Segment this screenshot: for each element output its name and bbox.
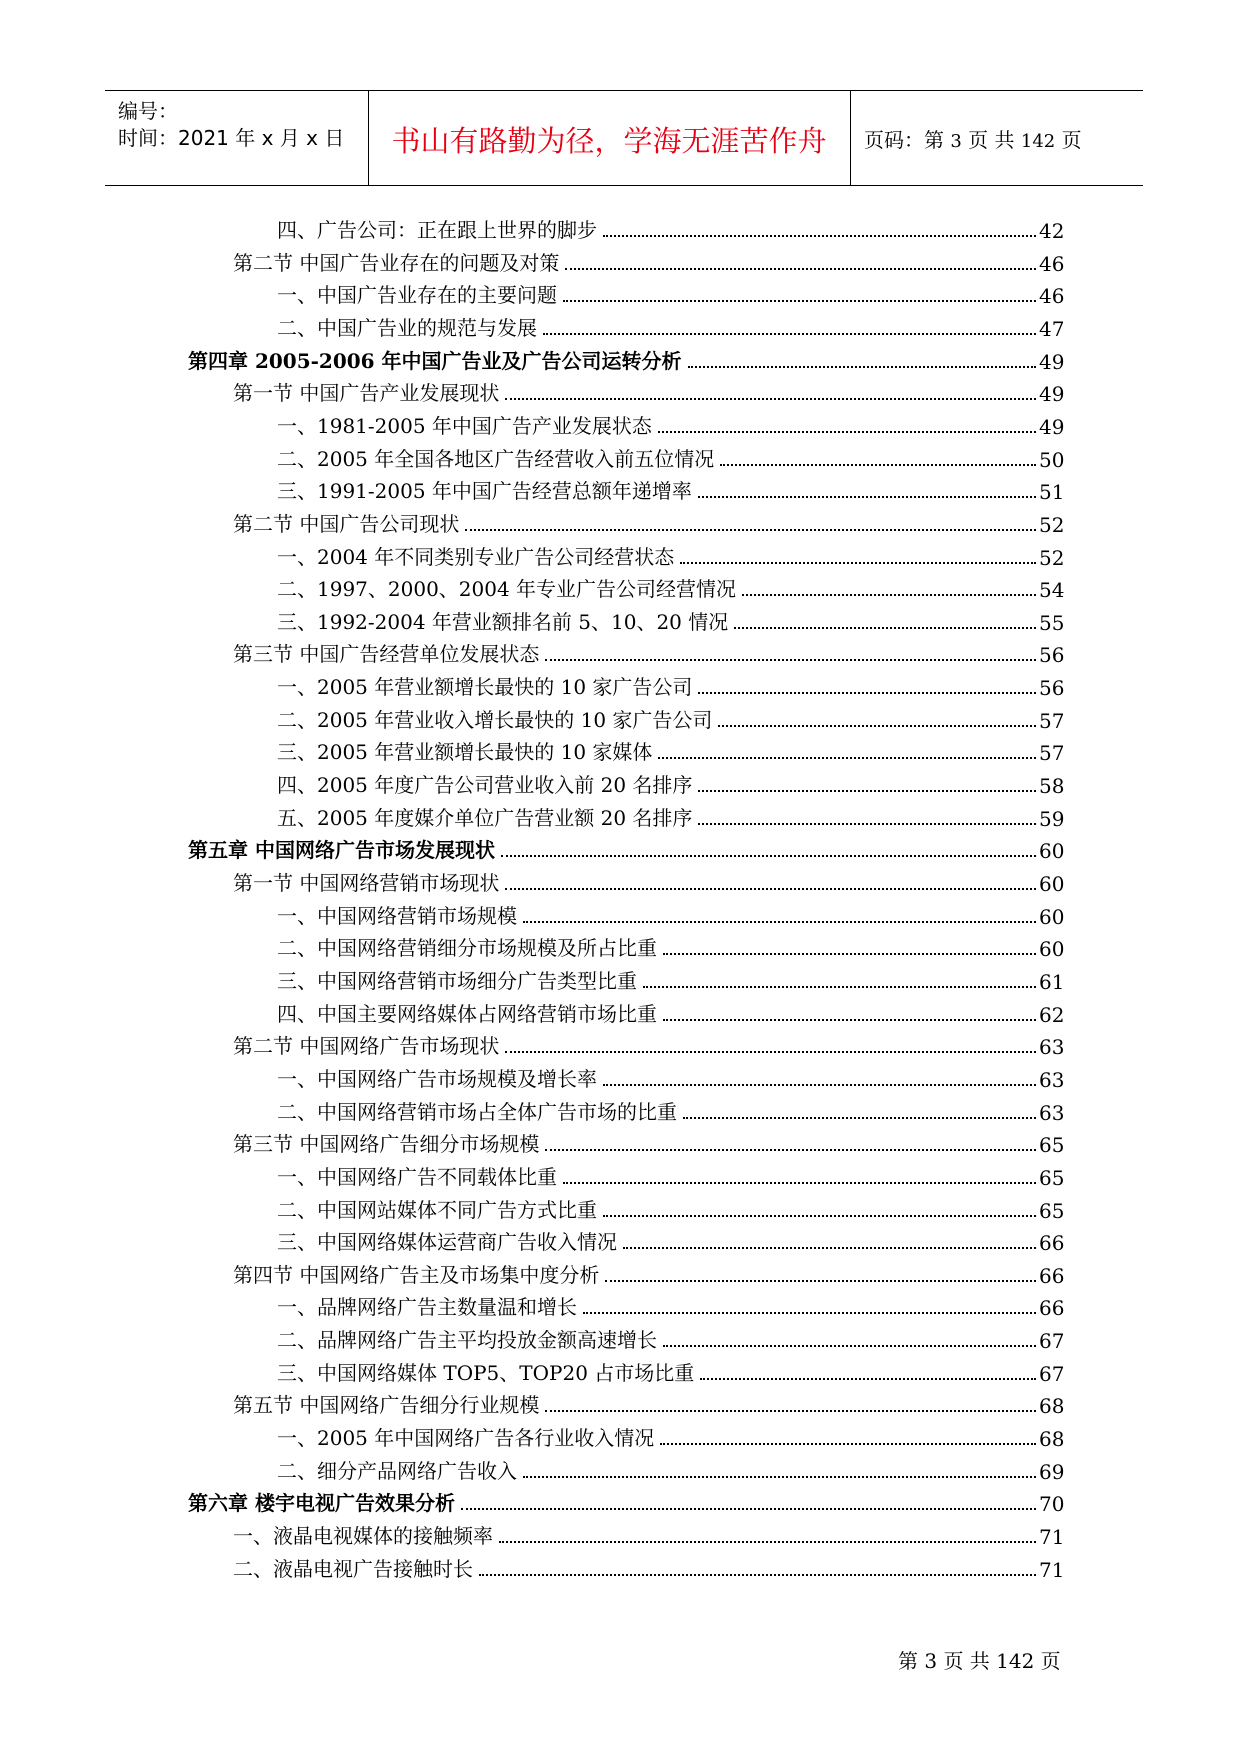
toc-leader-dots — [623, 1247, 1036, 1249]
toc-entry-page: 62 — [1039, 1002, 1065, 1027]
toc-entry-page: 70 — [1039, 1492, 1065, 1517]
toc-leader-dots — [563, 1182, 1036, 1184]
toc-entry-label: 第四节 中国网络广告主及市场集中度分析 — [233, 1262, 600, 1287]
toc-entry-label: 第二节 中国广告公司现状 — [233, 511, 460, 536]
toc-entry-page: 49 — [1039, 382, 1065, 407]
toc-entry-label: 第六章 楼宇电视广告效果分析 — [188, 1491, 455, 1516]
toc-leader-dots — [720, 464, 1036, 466]
toc-entry-page: 58 — [1039, 774, 1065, 799]
toc-leader-dots — [698, 790, 1036, 792]
toc-entry[interactable] — [233, 637, 1065, 668]
toc-entry[interactable] — [277, 1193, 1065, 1223]
toc-entry[interactable] — [277, 1323, 1065, 1354]
toc-leader-dots — [505, 1051, 1036, 1053]
toc-entry-label: 二、中国网络营销市场占全体广告市场的比重 — [277, 1099, 677, 1124]
toc-entry-label: 第二节 中国网络广告市场现状 — [233, 1034, 500, 1059]
toc-leader-dots — [543, 333, 1036, 335]
toc-entry-label: 第一节 中国广告产业发展现状 — [233, 381, 500, 406]
toc-leader-dots — [565, 268, 1036, 270]
page-code-suffix: 页 — [1061, 128, 1082, 152]
toc-entry[interactable] — [277, 442, 1065, 472]
toc-entry-label: 二、中国网站媒体不同广告方式比重 — [277, 1197, 597, 1222]
toc-entry-page: 52 — [1039, 545, 1065, 570]
toc-entry-label: 一、1981-2005 年中国广告产业发展状态 — [277, 413, 652, 438]
toc-leader-dots — [465, 529, 1036, 531]
toc-entry-label: 四、2005 年度广告公司营业收入前 20 名排序 — [277, 773, 693, 798]
toc-entry-label: 二、2005 年营业收入增长最快的 10 家广告公司 — [277, 707, 713, 732]
toc-entry-page: 67 — [1039, 1361, 1065, 1386]
toc-entry-label: 一、中国广告业存在的主要问题 — [277, 283, 557, 308]
toc-entry-label: 三、2005 年营业额增长最快的 10 家媒体 — [277, 740, 653, 765]
toc-leader-dots — [505, 888, 1036, 890]
toc-entry-page: 50 — [1039, 447, 1065, 472]
toc-entry[interactable] — [277, 1356, 1065, 1386]
toc-entry-page: 66 — [1039, 1231, 1065, 1256]
toc-leader-dots — [698, 823, 1036, 825]
toc-leader-dots — [545, 1410, 1036, 1412]
toc-leader-dots — [603, 1215, 1036, 1217]
toc-entry-label: 一、2004 年不同类别专业广告公司经营状态 — [277, 544, 675, 569]
toc-entry-page: 63 — [1039, 1100, 1065, 1125]
toc-entry[interactable] — [277, 703, 1065, 733]
toc-entry[interactable] — [233, 1127, 1065, 1158]
page-code-current: 3 — [950, 131, 962, 152]
toc-entry[interactable] — [277, 997, 1065, 1027]
toc-entry-label: 一、中国网络广告不同载体比重 — [277, 1164, 557, 1189]
toc-entry-page: 42 — [1039, 219, 1065, 243]
toc-entry-page: 63 — [1039, 1067, 1065, 1092]
toc-entry-label: 一、2005 年中国网络广告各行业收入情况 — [277, 1426, 655, 1451]
toc-entry-page: 46 — [1039, 251, 1065, 276]
toc-entry-page: 60 — [1039, 872, 1065, 896]
toc-entry-label: 第五节 中国网络广告细分行业规模 — [233, 1393, 540, 1418]
toc-entry-page: 49 — [1039, 349, 1065, 374]
toc-entry[interactable] — [233, 246, 1065, 276]
page-code-prefix: 页码：第 — [864, 128, 944, 152]
toc-entry-label: 第四章 2005-2006 年中国广告业及广告公司运转分析 — [188, 348, 682, 373]
toc-entry-page: 54 — [1039, 578, 1065, 603]
toc-entry-page: 56 — [1039, 643, 1065, 668]
toc-entry-label: 二、液晶电视广告接触时长 — [233, 1556, 473, 1581]
toc-entry-page: 69 — [1039, 1459, 1065, 1484]
toc-entry-page: 52 — [1039, 512, 1065, 537]
number-label: 编号： — [118, 99, 178, 123]
toc-entry-label: 四、中国主要网络媒体占网络营销市场比重 — [277, 1001, 657, 1026]
toc-entry[interactable] — [277, 540, 1065, 570]
toc-entry[interactable] — [188, 1486, 1065, 1517]
toc-entry-page: 66 — [1039, 1296, 1065, 1321]
page-header — [105, 90, 1143, 186]
toc-entry[interactable] — [277, 311, 1065, 341]
toc-leader-dots — [698, 496, 1036, 498]
toc-leader-dots — [583, 1312, 1036, 1314]
toc-leader-dots — [643, 986, 1036, 988]
toc-leader-dots — [523, 1476, 1036, 1478]
toc-entry[interactable] — [277, 213, 1065, 243]
toc-entry-page: 68 — [1039, 1427, 1065, 1452]
toc-entry-page: 49 — [1039, 414, 1065, 439]
toc-entry[interactable] — [233, 1388, 1065, 1419]
toc-entry-page: 61 — [1039, 969, 1065, 994]
toc-entry[interactable] — [277, 931, 1065, 962]
toc-entry-label: 一、中国网络广告市场规模及增长率 — [277, 1066, 597, 1091]
toc-entry-label: 三、1992-2004 年营业额排名前 5、10、20 情况 — [277, 609, 729, 634]
toc-entry[interactable] — [277, 278, 1065, 309]
time-label: 时间：2021 年 x 月 x 日 — [118, 126, 345, 150]
toc-entry-label: 第一节 中国网络营销市场现状 — [233, 871, 500, 895]
toc-leader-dots — [660, 1443, 1036, 1445]
toc-entry[interactable] — [233, 507, 1065, 537]
toc-entry[interactable] — [188, 344, 1065, 374]
toc-entry-page: 60 — [1039, 937, 1065, 962]
toc-entry[interactable] — [188, 833, 1065, 864]
toc-entry[interactable] — [277, 1062, 1065, 1092]
toc-leader-dots — [605, 1280, 1036, 1282]
toc-entry[interactable] — [277, 409, 1065, 439]
toc-entry-label: 二、中国网络营销细分市场规模及所占比重 — [277, 936, 657, 961]
toc-leader-dots — [505, 398, 1036, 400]
header-page-cell — [850, 91, 1143, 185]
toc-entry-label: 三、中国网络媒体 TOP5、TOP20 占市场比重 — [277, 1360, 695, 1385]
toc-leader-dots — [742, 594, 1036, 596]
toc-leader-dots — [563, 300, 1036, 302]
toc-entry-page: 68 — [1039, 1394, 1065, 1419]
toc-entry[interactable] — [277, 899, 1065, 929]
toc-entry[interactable] — [233, 1552, 1065, 1582]
toc-entry[interactable] — [277, 964, 1065, 994]
toc-leader-dots — [680, 562, 1036, 564]
toc-leader-dots — [545, 659, 1036, 661]
toc-entry-label: 二、细分产品网络广告收入 — [277, 1458, 517, 1483]
toc-entry-page: 47 — [1039, 316, 1065, 341]
toc-entry-label: 第三节 中国网络广告细分市场规模 — [233, 1132, 540, 1157]
toc-leader-dots — [479, 1574, 1036, 1576]
toc-entry-label: 第二节 中国广告业存在的问题及对策 — [233, 250, 560, 275]
toc-entry-page: 51 — [1039, 480, 1065, 505]
toc-entry[interactable] — [233, 1258, 1065, 1288]
toc-leader-dots — [700, 1378, 1036, 1380]
toc-entry[interactable] — [277, 474, 1065, 505]
toc-leader-dots — [683, 1117, 1036, 1119]
toc-entry-page: 67 — [1039, 1329, 1065, 1354]
toc-entry-page: 55 — [1039, 610, 1065, 635]
toc-entry-page: 46 — [1039, 284, 1065, 309]
toc-entry-page: 65 — [1039, 1198, 1065, 1223]
toc-leader-dots — [501, 855, 1036, 857]
toc-entry[interactable] — [277, 1160, 1065, 1190]
toc-entry-label: 二、1997、2000、2004 年专业广告公司经营情况 — [277, 577, 737, 602]
toc-entry-page: 59 — [1039, 806, 1065, 831]
toc-leader-dots — [499, 1541, 1036, 1543]
toc-entry[interactable] — [277, 735, 1065, 766]
header-motto-cell — [368, 91, 851, 185]
page-code-mid: 页 共 — [968, 128, 1015, 152]
toc-leader-dots — [603, 235, 1036, 237]
toc-entry[interactable] — [233, 1519, 1065, 1549]
page-code-total: 142 — [1020, 131, 1056, 152]
toc-leader-dots — [545, 1149, 1036, 1151]
toc-leader-dots — [523, 921, 1036, 923]
toc-entry-page: 71 — [1039, 1525, 1065, 1549]
toc-entry-label: 一、2005 年营业额增长最快的 10 家广告公司 — [277, 675, 693, 700]
toc-entry-label: 二、2005 年全国各地区广告经营收入前五位情况 — [277, 446, 715, 471]
toc-entry-label: 一、液晶电视媒体的接触频率 — [233, 1524, 493, 1548]
toc-leader-dots — [663, 1345, 1036, 1347]
toc-leader-dots — [663, 953, 1036, 955]
toc-entry-page: 65 — [1039, 1165, 1065, 1190]
toc-entry-label: 五、2005 年度媒介单位广告营业额 20 名排序 — [277, 805, 693, 830]
page-footer: 第 3 页 共 142 页 — [898, 1649, 1061, 1673]
toc-entry-page: 66 — [1039, 1263, 1065, 1288]
toc-entry-label: 二、品牌网络广告主平均投放金额高速增长 — [277, 1328, 657, 1353]
toc-entry-label: 一、品牌网络广告主数量温和增长 — [277, 1295, 577, 1320]
toc-leader-dots — [688, 366, 1036, 368]
toc-entry-label: 二、中国广告业的规范与发展 — [277, 315, 537, 340]
toc-entry[interactable] — [277, 572, 1065, 603]
toc-entry-page: 65 — [1039, 1133, 1065, 1158]
toc-entry[interactable] — [277, 1421, 1065, 1452]
toc-leader-dots — [718, 725, 1036, 727]
toc-entry[interactable] — [277, 1095, 1065, 1125]
toc-entry-label: 三、中国网络营销市场细分广告类型比重 — [277, 968, 637, 993]
toc-entry-page: 57 — [1039, 708, 1065, 733]
toc-leader-dots — [603, 1084, 1036, 1086]
toc-leader-dots — [734, 627, 1036, 629]
toc-entry[interactable] — [233, 376, 1065, 407]
toc-leader-dots — [698, 692, 1036, 694]
toc-entry-label: 第五章 中国网络广告市场发展现状 — [188, 838, 495, 863]
toc-entry[interactable] — [277, 605, 1065, 635]
toc-entry-page: 56 — [1039, 676, 1065, 701]
toc-entry[interactable] — [277, 1454, 1065, 1484]
header-info-cell — [105, 91, 369, 185]
toc-entry-label: 第三节 中国广告经营单位发展状态 — [233, 642, 540, 667]
toc-leader-dots — [658, 431, 1036, 433]
page-code — [864, 124, 1082, 153]
toc-entry-label: 四、广告公司：正在跟上世界的脚步 — [277, 218, 597, 242]
toc-entry[interactable] — [233, 1029, 1065, 1060]
toc-entry-page: 57 — [1039, 741, 1065, 766]
toc-leader-dots — [658, 757, 1036, 759]
toc-entry[interactable] — [233, 866, 1065, 896]
toc-entry[interactable] — [277, 670, 1065, 701]
toc-entry-page: 71 — [1039, 1557, 1065, 1582]
toc-entry[interactable] — [277, 1225, 1065, 1256]
toc-entry-label: 一、中国网络营销市场规模 — [277, 903, 517, 928]
toc-entry-page: 60 — [1039, 904, 1065, 929]
toc-entry-page: 63 — [1039, 1035, 1065, 1060]
toc-entry[interactable] — [277, 768, 1065, 799]
toc-leader-dots — [461, 1508, 1036, 1510]
motto-text: 书山有路勤为径，学海无涯苦作舟 — [391, 124, 827, 158]
toc-entry-page: 60 — [1039, 839, 1065, 864]
toc-leader-dots — [663, 1019, 1036, 1021]
toc-entry-label: 三、1991-2005 年中国广告经营总额年递增率 — [277, 479, 692, 504]
toc-entry[interactable] — [277, 1290, 1065, 1321]
toc-entry[interactable] — [277, 801, 1065, 831]
toc-entry-label: 三、中国网络媒体运营商广告收入情况 — [277, 1230, 617, 1255]
